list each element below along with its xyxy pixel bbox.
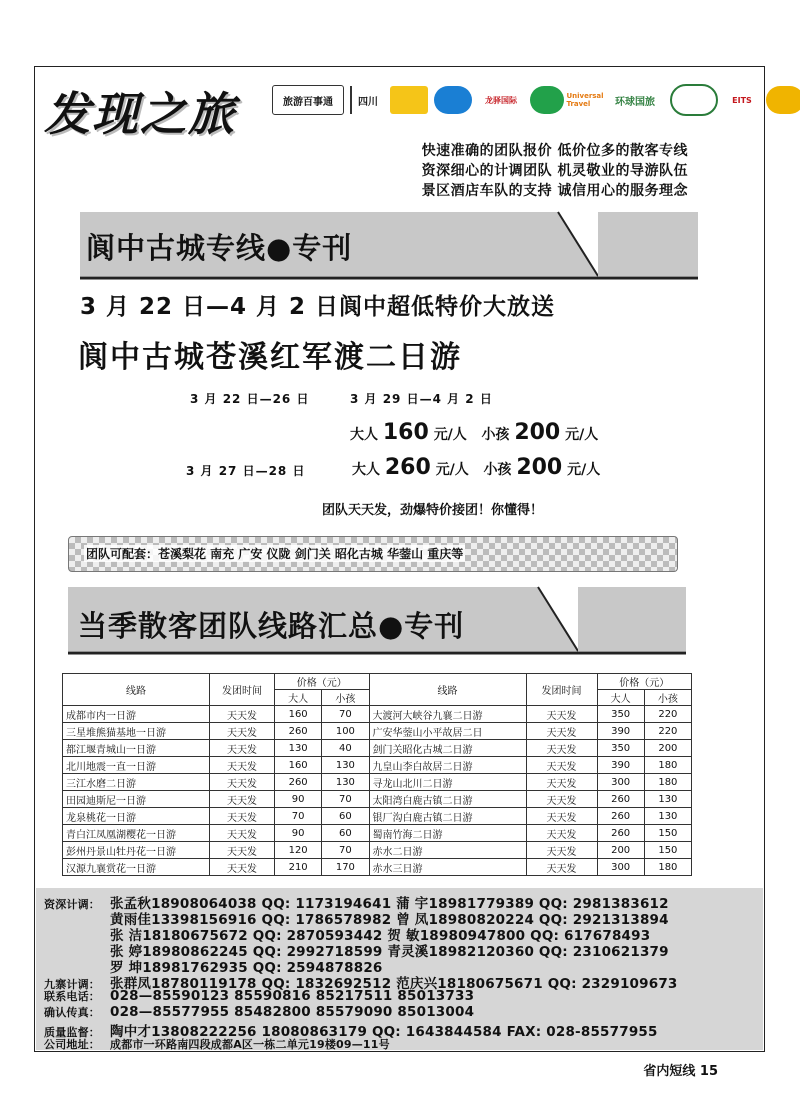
contact-line (44, 1004, 474, 1020)
child-price-cell: 150 (644, 842, 691, 859)
adult-price-cell: 120 (275, 842, 322, 859)
col-route: 线路 (63, 674, 210, 706)
table-row (63, 740, 692, 757)
unit-label: 元/人 (567, 462, 601, 478)
route-cell: 汉源九襄赏花一日游 (63, 859, 210, 876)
depart-cell: 天天发 (526, 791, 597, 808)
unit-label: 元/人 (433, 427, 467, 443)
depart-cell: 天天发 (210, 723, 275, 740)
route-cell: 田园迪斯尼一日游 (63, 791, 210, 808)
depart-cell: 天天发 (210, 791, 275, 808)
adult-price-cell: 300 (597, 859, 644, 876)
adult-price-cell: 260 (597, 791, 644, 808)
dates-range-a: 3 月 22 日—26 日 (190, 392, 310, 406)
depart-cell: 天天发 (210, 706, 275, 723)
dates-range-c: 3 月 27 日—28 日 (186, 464, 306, 478)
depart-cell: 天天发 (210, 774, 275, 791)
child-price-cell: 220 (644, 706, 691, 723)
contact-text: 张群凤18780119178 QQ: 1832692512 范庆兴18180675671 QQ: 2329109673 (110, 976, 678, 992)
depart-cell: 天天发 (526, 723, 597, 740)
contact-label: 公司地址： (44, 1038, 100, 1051)
adult-price-cell: 300 (597, 774, 644, 791)
route-cell: 北川地震一直一日游 (63, 757, 210, 774)
depart-cell: 天天发 (526, 774, 597, 791)
adult-price-cell: 350 (597, 706, 644, 723)
route-cell: 赤水三日游 (369, 859, 526, 876)
child-label: 小孩 (483, 462, 512, 478)
child-price-cell: 40 (322, 740, 369, 757)
depart-cell: 天天发 (526, 808, 597, 825)
contact-text: 028—85577955 85482800 85579090 85013004 (110, 1004, 475, 1020)
table-row (63, 774, 692, 791)
adult-price-cell: 260 (597, 808, 644, 825)
adult-price-cell: 210 (275, 859, 322, 876)
logo-longyi: 龙驿国际 (485, 95, 517, 105)
logo-yellow (390, 86, 428, 114)
logo-lvyoubaishitong: 旅游百事通 (272, 85, 344, 115)
child-price-cell: 130 (644, 808, 691, 825)
table-row (63, 859, 692, 876)
price-row-2 (352, 455, 600, 480)
route-table (62, 673, 692, 876)
child-price-cell: 180 (644, 859, 691, 876)
logo-green (530, 86, 564, 114)
child-price-cell: 200 (644, 740, 691, 757)
page-footer (643, 1060, 718, 1079)
child-price-cell: 130 (322, 774, 369, 791)
adult-price-cell: 160 (275, 706, 322, 723)
col-depart: 发团时间 (210, 674, 275, 706)
adult-price-cell: 260 (275, 774, 322, 791)
route-cell: 蜀南竹海二日游 (369, 825, 526, 842)
col-adult: 大人 (597, 690, 644, 706)
page-number: 15 (699, 1064, 718, 1079)
section2-banner: 当季散客团队线路汇总●专刊 (78, 609, 465, 643)
route-cell: 太阳湾白鹿古镇二日游 (369, 791, 526, 808)
contact-text: 成都市一环路南四段成都A区一栋二单元19楼09—11号 (110, 1038, 390, 1051)
contact-text: 张 洁18180675672 QQ: 2870593442 贺 敏18980947800 QQ: 617678493 (110, 928, 651, 944)
tagline: 团队天天发，劲爆特价接团！你懂得！ (322, 503, 544, 518)
route-cell: 青白江凤凰湖樱花一日游 (63, 825, 210, 842)
adult-price-cell: 90 (275, 791, 322, 808)
depart-cell: 天天发 (210, 859, 275, 876)
contact-label: 九寨计调： (44, 978, 100, 991)
col-adult: 大人 (275, 690, 322, 706)
child-price-cell: 150 (644, 825, 691, 842)
route-cell: 大渡河大峡谷九襄二日游 (369, 706, 526, 723)
depart-cell: 天天发 (526, 706, 597, 723)
adult-price-cell: 350 (597, 740, 644, 757)
adult-label: 大人 (352, 462, 380, 478)
col-price: 价格（元） (275, 674, 370, 690)
adult-price-cell: 70 (275, 808, 322, 825)
price-row-1 (350, 420, 598, 445)
route-cell: 三江水磨二日游 (63, 774, 210, 791)
child-price-cell: 220 (644, 723, 691, 740)
table-row (63, 757, 692, 774)
depart-cell: 天天发 (526, 757, 597, 774)
route-cell: 彭州丹景山牡丹花一日游 (63, 842, 210, 859)
route-cell: 寻龙山北川二日游 (369, 774, 526, 791)
depart-cell: 天天发 (526, 825, 597, 842)
logo-bear (766, 86, 800, 114)
child-price-cell: 70 (322, 706, 369, 723)
group-note: 团队可配套：苍溪梨花 南充 广安 仪陇 剑门关 昭化古城 华蓥山 重庆等 (86, 547, 464, 561)
route-cell: 都江堰青城山一日游 (63, 740, 210, 757)
route-cell: 赤水二日游 (369, 842, 526, 859)
col-depart: 发团时间 (526, 674, 597, 706)
child-price-2: 200 (516, 455, 563, 480)
contact-label: 确认传真： (44, 1006, 100, 1019)
adult-price-cell: 260 (597, 825, 644, 842)
brand-title: 发现之旅 (44, 87, 236, 141)
route-cell: 成都市内一日游 (63, 706, 210, 723)
route-cell: 九皇山李白故居二日游 (369, 757, 526, 774)
child-price-cell: 180 (644, 774, 691, 791)
depart-cell: 天天发 (526, 740, 597, 757)
contact-text: 张 婷18980862245 QQ: 2992718599 青灵溪18982120360 QQ: 2310621379 (110, 944, 669, 960)
route-cell: 剑门关昭化古城二日游 (369, 740, 526, 757)
logo-universal-travel: Universal Travel (566, 92, 604, 108)
adult-price-2: 260 (384, 455, 431, 480)
depart-cell: 天天发 (210, 757, 275, 774)
child-price-cell: 70 (322, 842, 369, 859)
contact-label: 联系电话： (44, 990, 100, 1003)
child-price-cell: 130 (644, 791, 691, 808)
depart-cell: 天天发 (526, 842, 597, 859)
depart-cell: 天天发 (210, 740, 275, 757)
table-row (63, 808, 692, 825)
contact-text: 陶中才13808222256 18080863179 QQ: 1643844584 FAX: 028-85577955 (110, 1024, 658, 1040)
depart-cell: 天天发 (210, 825, 275, 842)
logo-huanqiu: 环球国旅 (615, 96, 655, 108)
promo-headline: 3 月 22 日—4 月 2 日阆中超低特价大放送 (80, 294, 556, 320)
adult-price-cell: 90 (275, 825, 322, 842)
route-cell: 龙泉桃花一日游 (63, 808, 210, 825)
contact-text: 黄雨佳13398156916 QQ: 1786578982 曾 凤18980820224 QQ: 2921313894 (110, 912, 669, 928)
table-row (63, 842, 692, 859)
child-price-cell: 180 (644, 757, 691, 774)
depart-cell: 天天发 (210, 842, 275, 859)
adult-price-cell: 390 (597, 723, 644, 740)
logo-sichuan: 四川 (350, 86, 384, 114)
unit-label: 元/人 (435, 462, 469, 478)
slogan-line-1: 快速准确的团队报价 低价位多的散客专线 (421, 143, 688, 159)
table-row (63, 791, 692, 808)
contact-label: 资深计调： (44, 898, 100, 911)
depart-cell: 天天发 (210, 808, 275, 825)
tour-title: 阆中古城苍溪红军渡二日游 (78, 340, 462, 375)
contact-text: 张孟秋18908064038 QQ: 1173194641 蒲 宇18981779389 QQ: 2981383612 (110, 896, 669, 912)
adult-price-cell: 260 (275, 723, 322, 740)
dates-range-b: 3 月 29 日—4 月 2 日 (350, 392, 493, 406)
child-price-cell: 100 (322, 723, 369, 740)
child-label: 小孩 (481, 427, 510, 443)
slogan-line-3: 景区酒店车队的支持 诚信用心的服务理念 (421, 183, 688, 199)
adult-label: 大人 (350, 427, 378, 443)
partner-logos (272, 84, 800, 116)
contact-text: 罗 坤18981762935 QQ: 2594878826 (110, 960, 383, 976)
child-price-cell: 170 (322, 859, 369, 876)
route-cell: 三星堆熊猫基地一日游 (63, 723, 210, 740)
contact-line (44, 1036, 390, 1052)
contact-text: 028—85590123 85590816 85217511 85013733 (110, 988, 475, 1004)
contact-label: 质量监督： (44, 1026, 100, 1039)
depart-cell: 天天发 (526, 859, 597, 876)
table-row (63, 723, 692, 740)
logo-vc (670, 84, 718, 116)
adult-price-cell: 390 (597, 757, 644, 774)
contact-line (44, 988, 474, 1004)
adult-price-cell: 130 (275, 740, 322, 757)
child-price-cell: 130 (322, 757, 369, 774)
col-route: 线路 (369, 674, 526, 706)
child-price-1: 200 (514, 420, 561, 445)
col-child: 小孩 (644, 690, 691, 706)
unit-label: 元/人 (565, 427, 599, 443)
route-cell: 银厂沟白鹿古镇二日游 (369, 808, 526, 825)
logo-eits: EITS (732, 95, 752, 105)
child-price-cell: 70 (322, 791, 369, 808)
table-row (63, 706, 692, 723)
col-price: 价格（元） (597, 674, 692, 690)
section1-banner: 阆中古城专线●专刊 (86, 231, 353, 265)
adult-price-cell: 200 (597, 842, 644, 859)
child-price-cell: 60 (322, 825, 369, 842)
slogan-line-2: 资深细心的计调团队 机灵敬业的导游队伍 (421, 163, 688, 179)
route-table-body (63, 706, 692, 876)
footer-section: 省内短线 (643, 1064, 696, 1079)
logo-blue-globe (434, 86, 472, 114)
route-cell: 广安华蓥山小平故居二日 (369, 723, 526, 740)
adult-price-cell: 160 (275, 757, 322, 774)
col-child: 小孩 (322, 690, 369, 706)
adult-price-1: 160 (382, 420, 429, 445)
table-row (63, 825, 692, 842)
child-price-cell: 60 (322, 808, 369, 825)
